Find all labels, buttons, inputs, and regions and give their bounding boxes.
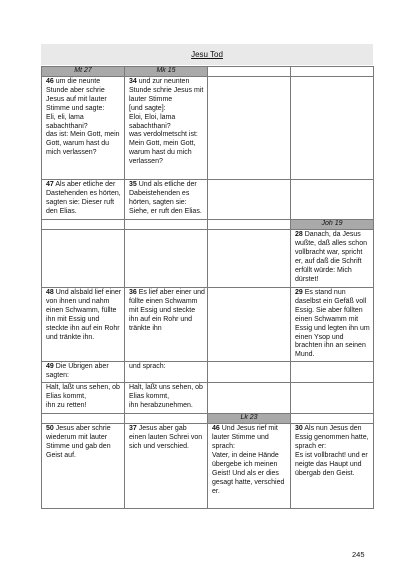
verse-text: Danach, da Jesus wußte, daß alles schon vollbracht war, spricht er, auf daß die Schrift erfüllt würde: Mich dürstet!: [295, 231, 367, 283]
empty-cell: [208, 220, 291, 230]
empty-cell: [125, 230, 208, 288]
verse-number: 35: [129, 181, 137, 188]
verse-text: Und Jesus rief mit lauter Stimme und sprach: Vater, in deine Hände übergebe ich meinen Geist! Und als er dies gesagt hatte, verschied er.: [212, 425, 285, 495]
verse-number: 50: [46, 425, 54, 433]
verse-text: um die neunte Stunde aber schrie Jesus auf mit lauter Stimme und sagte: Eli, eli, lama sabachthani? das ist: Mein Gott, mein Gott, warum hast du mich verlassen?: [46, 78, 120, 157]
verse-number: 48: [46, 289, 54, 296]
verse-cell-lk: [208, 424, 291, 509]
verse-cell-joh: [291, 230, 374, 288]
empty-cell: [42, 230, 125, 288]
table-row: [42, 288, 374, 362]
verse-cell-mk: [125, 424, 208, 509]
table-row: [42, 230, 374, 288]
empty-cell: [291, 77, 374, 180]
empty-cell: [291, 383, 374, 414]
verse-number: 46: [212, 425, 220, 433]
gospel-header-lk: Lk 23: [208, 414, 291, 424]
gospel-header-joh: Joh 19: [291, 220, 374, 230]
verse-text: und zur neunten Stunde schrie Jesus mit lauter Stimme [und sagte]: Eloi, Eloi, lama sabachthani? was verdolmetscht ist: Mein Gott, mein Gott, warum hast du mich verlassen?: [129, 78, 204, 166]
empty-cell: [291, 180, 374, 220]
verse-text: Und alsbald lief einer von ihnen und nahm einen Schwamm, füllte ihn mit Essig und steckte ihn auf ein Rohr und tränkte ihn.: [46, 289, 122, 341]
verse-number: 28: [295, 231, 303, 238]
verse-cell-mt: [42, 424, 125, 509]
verse-number: 49: [46, 363, 54, 371]
empty-cell: [208, 180, 291, 220]
gospel-header-mk: Mk 15: [125, 67, 208, 77]
verse-text: Jesus aber schrie wiederum mit lauter Stimme und gab den Geist auf.: [46, 425, 111, 459]
verse-text: Es stand nun daselbst ein Gefäß voll Essig. Sie aber füllten einen Schwamm mit Essig und legten ihn um einen Ysop und brachten ihn an seinen Mund.: [295, 289, 370, 359]
table-row: [42, 180, 374, 220]
synopsis-table: [41, 66, 374, 509]
verse-text: Halt, laßt uns sehen, ob Elias kommt, ihn zu retten!: [46, 384, 120, 410]
gospel-header-row: [42, 414, 374, 424]
empty-cell: [125, 414, 208, 424]
verse-text: und sprach:: [129, 363, 166, 371]
empty-cell: [208, 362, 291, 383]
page-number: 245: [352, 550, 365, 559]
gospel-header-row: [42, 67, 374, 77]
verse-number: 36: [129, 289, 137, 296]
section-title: Jesu Tod: [191, 50, 223, 59]
verse-cell-mt: [42, 362, 125, 383]
empty-cell: [291, 67, 374, 77]
verse-cell-mk: [125, 180, 208, 220]
verse-text: Die Übrigen aber sagten:: [46, 363, 109, 380]
verse-cell-mt: [42, 180, 125, 220]
verse-cell-joh: [291, 288, 374, 362]
empty-cell: [208, 67, 291, 77]
empty-cell: [208, 230, 291, 288]
empty-cell: [125, 220, 208, 230]
verse-cell-mk: [125, 77, 208, 180]
empty-cell: [208, 77, 291, 180]
verse-text: Und als etliche der Dabeistehenden es hörten, sagten sie: Siehe, er ruft den Elias.: [129, 181, 202, 215]
verse-cell-mk: [125, 288, 208, 362]
verse-number: 34: [129, 78, 137, 85]
verse-cell-mk: [125, 383, 208, 414]
verse-text: Halt, laßt uns sehen, ob Elias kommt, ihn herabzunehmen.: [129, 384, 203, 410]
verse-number: 29: [295, 289, 303, 296]
verse-cell-mk: [125, 362, 208, 383]
verse-number: 37: [129, 425, 137, 433]
gospel-header-mt: Mt 27: [42, 67, 125, 77]
empty-cell: [208, 288, 291, 362]
section-title-bar: [41, 44, 373, 65]
empty-cell: [291, 362, 374, 383]
table-row: [42, 77, 374, 180]
verse-cell-mt: [42, 383, 125, 414]
verse-cell-joh: [291, 424, 374, 509]
table-row: [42, 362, 374, 383]
empty-cell: [42, 414, 125, 424]
gospel-header-row: [42, 220, 374, 230]
empty-cell: [42, 220, 125, 230]
verse-cell-mt: [42, 288, 125, 362]
empty-cell: [208, 383, 291, 414]
verse-number: 47: [46, 181, 54, 188]
table-row: [42, 383, 374, 414]
verse-text: Es lief aber einer und füllte einen Schwamm mit Essig und steckte ihn auf ein Rohr und tränkte ihn: [129, 289, 205, 332]
verse-number: 30: [295, 425, 303, 433]
verse-text: Als nun Jesus den Essig genommen hatte, sprach er: Es ist vollbracht! und er neigte das Haupt und übergab den Geist.: [295, 425, 369, 477]
table-row: [42, 424, 374, 509]
verse-text: Jesus aber gab einen lauten Schrei von sich und verschied.: [129, 425, 203, 451]
empty-cell: [291, 414, 374, 424]
verse-text: Als aber etliche der Dastehenden es hörten, sagten sie: Dieser ruft den Elias.: [46, 181, 121, 215]
verse-cell-mt: [42, 77, 125, 180]
verse-number: 46: [46, 78, 54, 85]
